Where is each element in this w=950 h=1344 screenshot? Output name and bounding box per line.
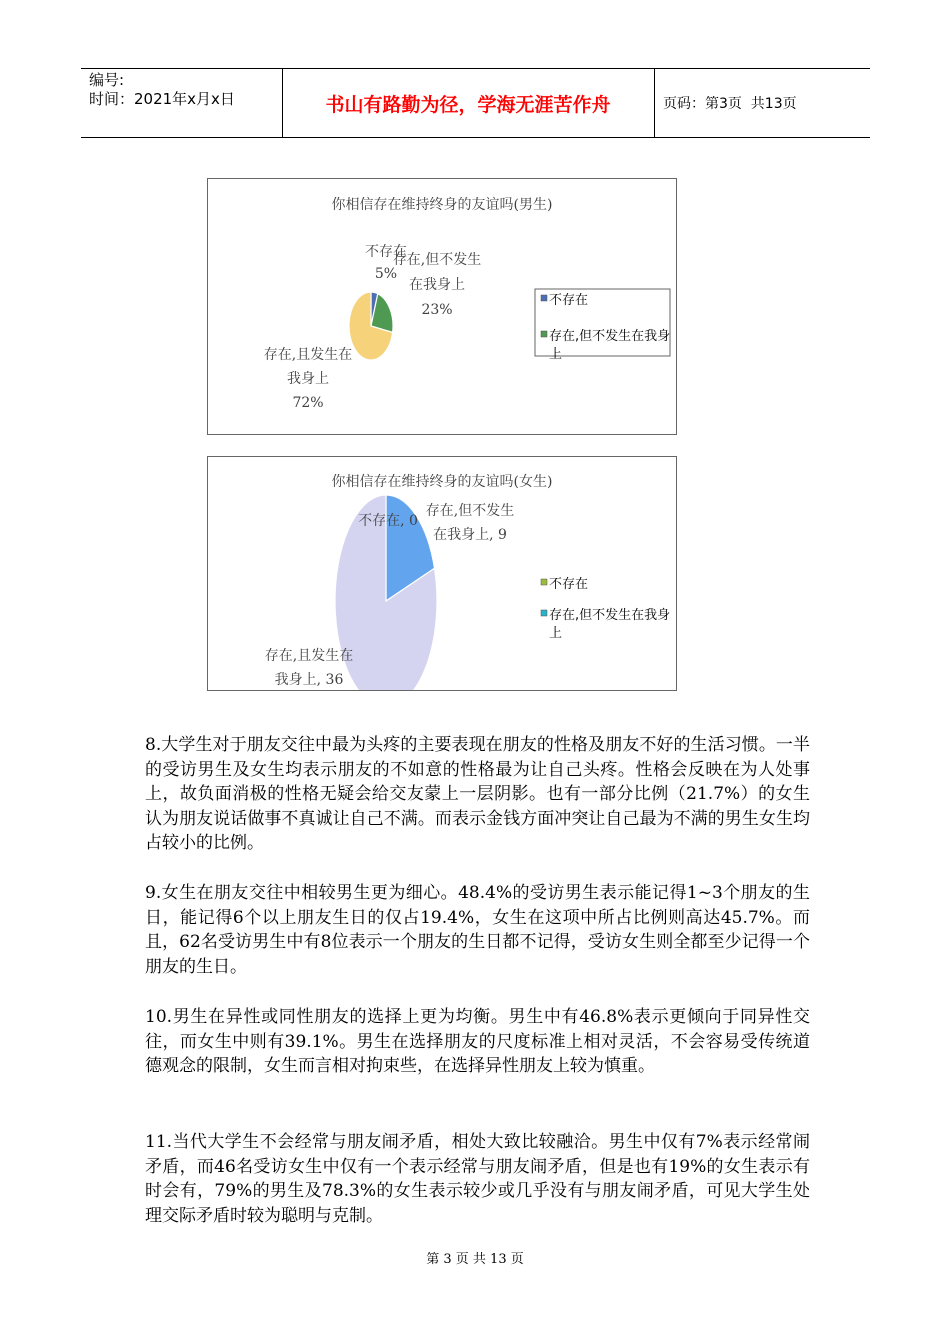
- header-divider: [654, 69, 655, 137]
- data-label: 23%: [421, 302, 453, 318]
- header-info: [89, 71, 235, 109]
- data-label: 不存在: [365, 244, 407, 260]
- paragraph-11: 11.当代大学生不会经常与朋友闹矛盾，相处大致比较融洽。男生中仅有7%表示经常闹矛盾，而46名受访女生中仅有一个表示经常与朋友闹矛盾，但是也有19%的女生表示有时会有，79%的男生及78.3%的女生表示较少或几乎没有与朋友闹矛盾，可见大学生处理交际矛盾时较为聪明与克制。: [145, 1132, 810, 1226]
- legend-label: 不存在: [549, 577, 589, 592]
- legend-swatch: [541, 295, 547, 301]
- data-label: 5%: [374, 266, 398, 282]
- page-header: [81, 68, 870, 138]
- data-label: 72%: [292, 395, 324, 411]
- data-label: 在我身上, 9: [433, 527, 507, 543]
- data-label: 我身上, 36: [274, 672, 344, 688]
- paragraph-10: 10.男生在异性或同性朋友的选择上更为均衡。男生中有46.8%表示更倾向于同异性交往，而女生中则有39.1%。男生在选择朋友的尺度标准上相对灵活，不会容易受传统道德观念的限制，女生而言相对拘束些，在选择异性朋友上较为慎重。: [145, 1007, 810, 1076]
- data-label: 存在,但不发生: [425, 503, 515, 519]
- page-code: 页码：第3页 共13页: [663, 96, 797, 112]
- paragraph-9: 9.女生在朋友交往中相较男生更为细心。48.4%的受访男生表示能记得1~3个朋友的生日，能记得6个以上朋友生日的仅占19.4%，女生在这项中所占比例则高达45.7%。而且，62名受访男生中有8位表示一个朋友的生日都不记得，受访女生则全都至少记得一个朋友的生日。: [145, 883, 810, 977]
- chart-title: 你相信存在维持终身的友谊吗(男生): [331, 197, 553, 213]
- legend-label: 不存在: [549, 293, 589, 308]
- data-label: 不存在, 0: [358, 513, 418, 529]
- header-motto: 书山有路勤为径，学海无涯苦作舟: [325, 93, 611, 116]
- chart-female: [207, 456, 677, 691]
- legend-swatch: [541, 331, 547, 337]
- legend-label: 存在,但不发生在我身: [549, 329, 671, 344]
- page-footer: 第 3 页 共 13 页: [426, 1252, 524, 1267]
- legend-label: 存在,但不发生在我身: [549, 608, 671, 623]
- legend-swatch: [541, 579, 547, 585]
- chart-male: [207, 178, 677, 435]
- chart-male-svg: [208, 179, 676, 434]
- date-line: 时间：2021年x月x日: [89, 90, 235, 108]
- legend-label: 上: [549, 626, 563, 641]
- legend-label: 上: [549, 347, 563, 362]
- data-label: 存在,且发生在: [263, 347, 353, 363]
- data-label: 存在,但不发生: [392, 252, 482, 268]
- legend-swatch: [541, 610, 547, 616]
- data-label: 存在,且发生在: [264, 648, 354, 664]
- number-label: 编号:: [89, 71, 125, 89]
- chart-female-svg: [208, 457, 676, 690]
- data-label: 在我身上: [409, 277, 465, 293]
- chart-title: 你相信存在维持终身的友谊吗(女生): [331, 474, 553, 490]
- data-label: 我身上: [287, 371, 329, 387]
- paragraph-8: 8.大学生对于朋友交往中最为头疼的主要表现在朋友的性格及朋友不好的生活习惯。一半的受访男生及女生均表示朋友的不如意的性格最为让自己头疼。性格会反映在为人处事上，故负面消极的性格无疑会给交友蒙上一层阴影。也有一部分比例（21.7%）的女生认为朋友说话做事不真诚让自己不满。而表示金钱方面冲突让自己最为不满的男生女生均占较小的比例。: [145, 735, 810, 853]
